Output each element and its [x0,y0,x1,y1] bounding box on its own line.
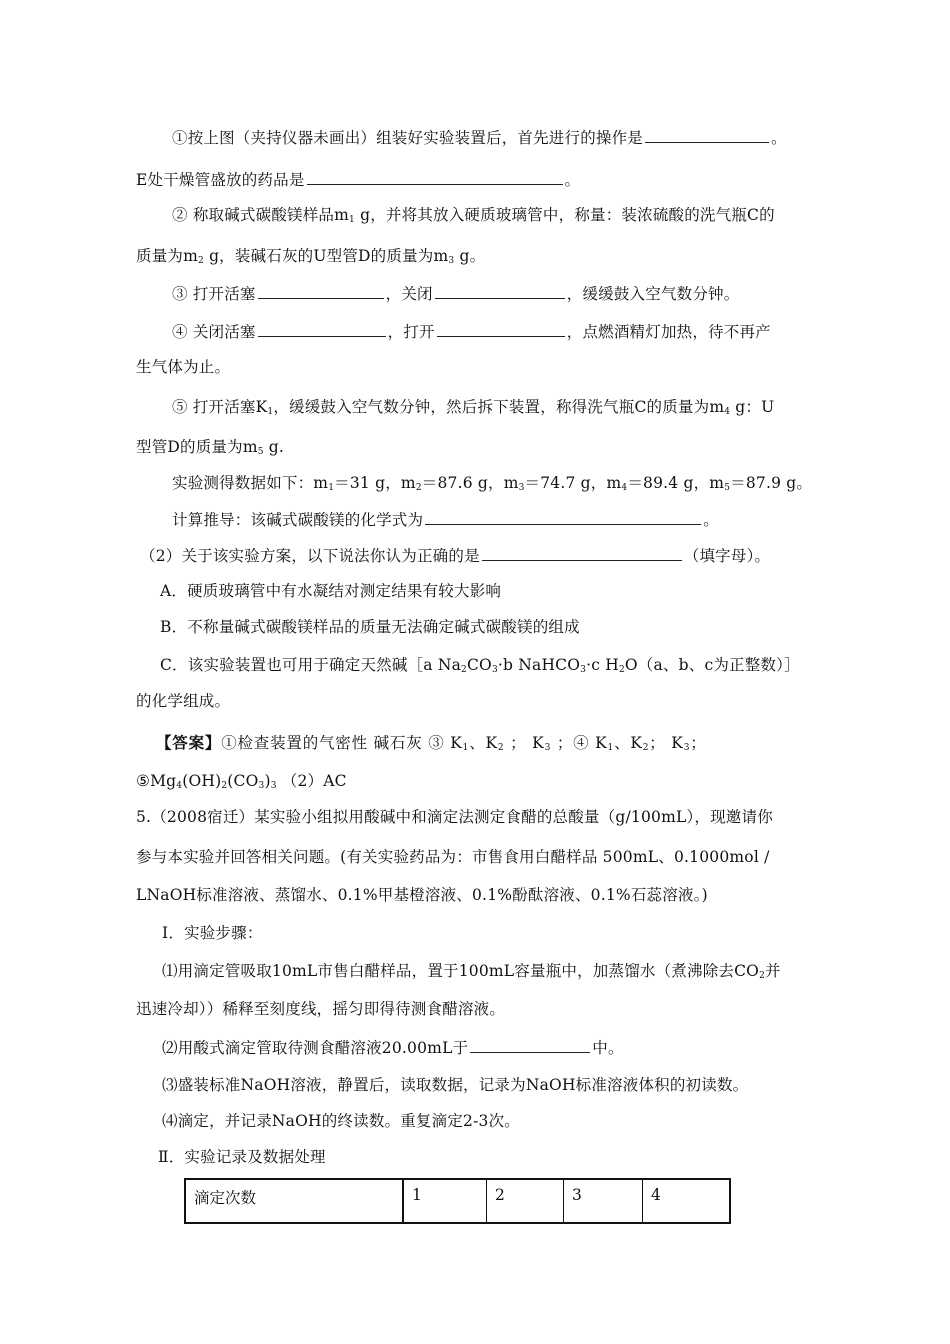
step3-line: ③ 打开活塞 ，关闭 ，缓缓鼓入空气数分钟。 [172,282,739,305]
answer-blank[interactable] [258,320,386,337]
step-1-line-cont: 迅速冷却））稀释至刻度线，摇匀即得待测食醋溶液。 [136,1000,506,1018]
section-heading-steps: Ⅰ．实验步骤： [162,924,263,942]
data-line: 实验测得数据如下：$m_1=31$ g，$m_2=87.6$ g，$m_3=74.7$ g，$m_4=89.4$ g，$m_5=87.9$ g。 [172,474,813,493]
answer-blank[interactable] [470,1036,590,1053]
drying-tube-line: E处干燥管盛放的药品是 。 [136,168,580,191]
titration-table [184,1178,731,1224]
section-heading-records: Ⅱ．实验记录及数据处理 [158,1148,326,1166]
answer-line-cont: $⑤Mg_4(OH)_2(CO_3)_3$ （2）AC [136,772,347,791]
option-a: A．硬质玻璃管中有水凝结对测定结果有较大影响 [160,582,502,600]
answer-blank[interactable] [482,544,682,561]
option-c-cont: 的化学组成。 [136,692,231,710]
question5-line-2: 参与本实验并回答相关问题。(有关实验药品为：市售食用白醋样品 500mL、0.1000mol / [136,848,770,866]
formula-line: 计算推导：该碱式碳酸镁的化学式为 。 [172,508,719,531]
question5-line: 5.（2008宿迁）某实验小组拟用酸碱中和滴定法测定食醋的总酸量（g/100mL），现邀请你 [136,808,773,826]
step4-line: ④ 关闭活塞 ，打开 ，点燃酒精灯加热，待不再产 [172,320,771,343]
step-2-line: ⑵用酸式滴定管取待测食醋溶液20.00mL于 中。 [162,1036,624,1059]
answer-blank[interactable] [645,126,769,143]
step-3-line: ⑶盛装标准NaOH溶液，静置后，读取数据，记录为NaOH标准溶液体积的初读数。 [162,1076,749,1094]
step2-line: ② 称取碱式碳酸镁样品$m_1$ g，并将其放入硬质玻璃管中，称量：装浓硫酸的洗气瓶C的 [172,206,775,225]
table-row [185,1179,730,1223]
step5-line: ⑤ 打开活塞$K_1$，缓缓鼓入空气数分钟，然后拆下装置，称得洗气瓶C的质量为$m_4$ g：U [172,398,775,417]
step-4-line: ⑷滴定，并记录NaOH的终读数。重复滴定2-3次。 [162,1112,520,1130]
answer-blank[interactable] [425,508,701,525]
option-c: C．该实验装置也可用于确定天然碱［a $Na_2CO_3\cdot b$ NaHCO$_3$·c $H_2O(a$、b、c为正整数）］ [160,656,800,675]
answer-blank[interactable] [437,320,565,337]
question2-line: （2）关于该实验方案，以下说法你认为正确的是 （填字母）。 [140,544,770,567]
table-header-cell: 2 [487,1179,564,1223]
option-b: B．不称量碱式碳酸镁样品的质量无法确定碱式碳酸镁的组成 [160,618,580,636]
question5-line-3: LNaOH标准溶液、蒸馏水、0.1%甲基橙溶液、0.1%酚酞溶液、0.1%石蕊溶液。) [136,886,708,904]
table-header-cell: 4 [643,1179,731,1223]
step2-line-cont: 质量为$m_2$ g，装碱石灰的U型管D的质量为$m_3$ g。 [136,247,486,266]
table-header-cell: 滴定次数 [185,1179,403,1223]
step4-line-cont: 生气体为止。 [136,358,231,376]
answer-line: 【答案】①检查装置的气密性 碱石灰 ③ $K_1$、$K_2$ ； $K_3$ ；④ $K_1$、$K_2$； $K_3$； [156,733,707,753]
step5-line-cont: 型管D的质量为$m_5$ g. [136,438,285,457]
step-1-line: ⑴用滴定管吸取10mL市售白醋样品，置于100mL容量瓶中，加蒸馏水（煮沸除去$CO_2$并 [162,962,781,981]
table-header-cell: 1 [403,1179,487,1223]
answer-blank[interactable] [258,282,384,299]
step1-line: ①按上图（夹持仪器未画出）组装好实验装置后，首先进行的操作是 。 [172,126,787,149]
table-header-cell: 3 [564,1179,643,1223]
answer-blank[interactable] [307,168,563,185]
answer-blank[interactable] [435,282,565,299]
